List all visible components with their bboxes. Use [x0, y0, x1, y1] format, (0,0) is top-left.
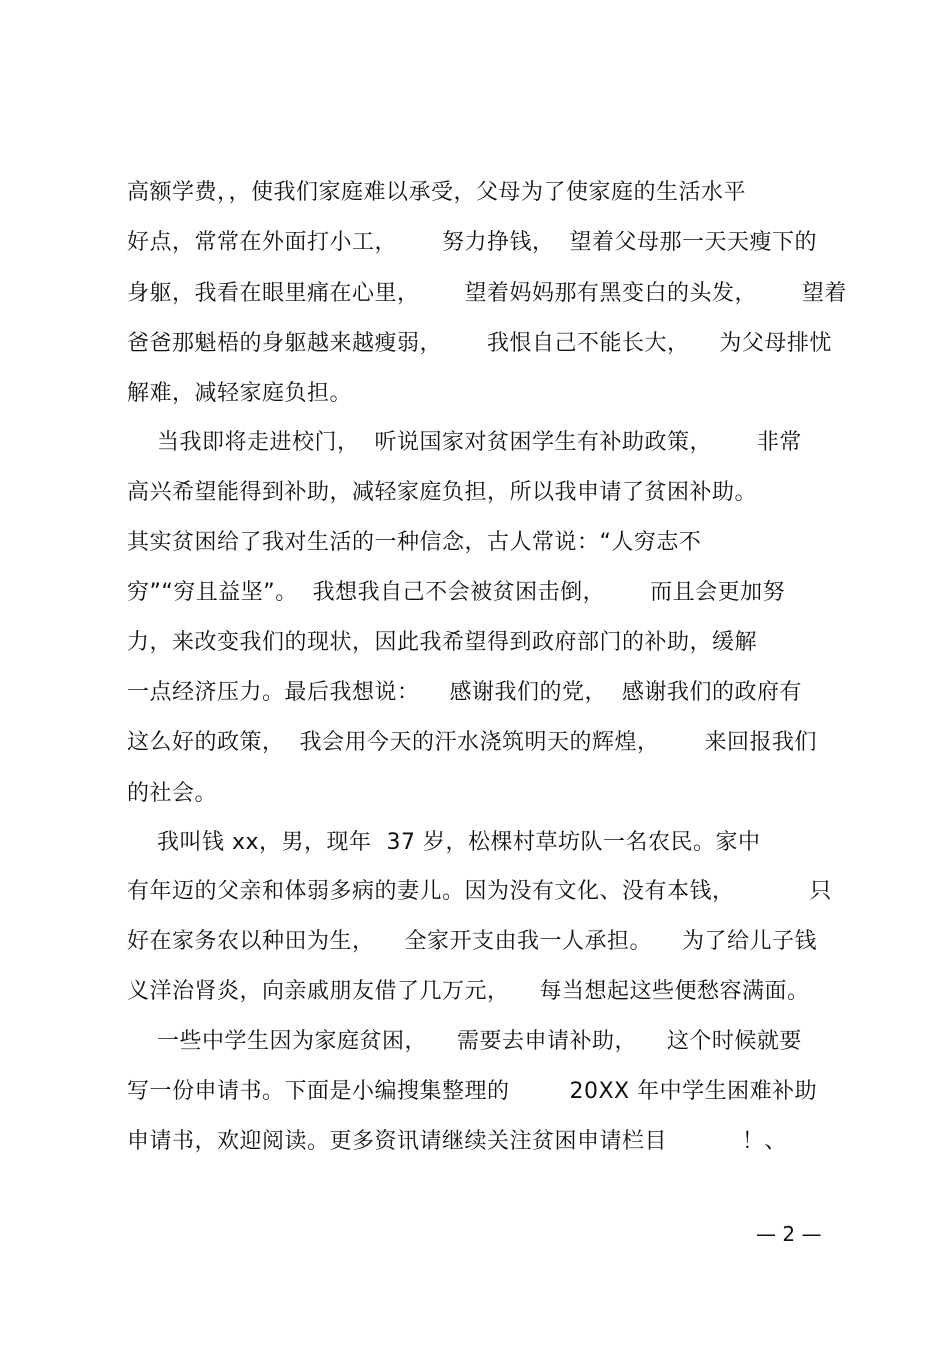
text-line: 申请书，欢迎阅读。更多资讯请继续关注贫困申请栏目 ！、	[127, 1129, 787, 1154]
text-line: 力，来改变我们的现状，因此我希望得到政府部门的补助，缓解	[127, 630, 758, 655]
text-line: 义洋治肾炎，向亲戚朋友借了几万元， 每当想起这些便愁容满面。	[127, 979, 810, 1004]
text-line: 高兴希望能得到补助，减轻家庭负担，所以我申请了贫困补助。	[127, 480, 758, 505]
text-line: 高额学费，，使我们家庭难以承受，父母为了使家庭的生活水平	[127, 180, 747, 205]
text-line: 好在家务农以种田为生， 全家开支由我一人承担。 为了给儿子钱	[127, 929, 817, 954]
text-line: 写一份申请书。下面是小编搜集整理的 20XX 年中学生困难补助	[127, 1079, 818, 1104]
page-number: — 2 —	[756, 1222, 822, 1246]
text-line: 其实贫困给了我对生活的一种信念，古人常说：“人穷志不	[127, 530, 702, 555]
text-line: 身躯，我看在眼里痛在心里， 望着妈妈那有黑变白的头发， 望着	[127, 281, 847, 306]
text-line: 穷”“穷且益坚”。 我想我自己不会被贫困击倒， 而且会更加努	[127, 580, 786, 605]
text-line: 解难，减轻家庭负担。	[127, 381, 353, 406]
text-line: 爸爸那魁梧的身躯越来越瘦弱， 我恨自己不能长大， 为父母排忧	[127, 331, 832, 356]
text-line: 一点经济压力。最后我想说： 感谢我们的党， 感谢我们的政府有	[127, 680, 802, 705]
text-line: 的社会。	[127, 781, 218, 806]
text-line: 这么好的政策， 我会用今天的汗水浇筑明天的辉煌， 来回报我们	[127, 730, 817, 755]
text-line: 当我即将走进校门， 听说国家对贫困学生有补助政策， 非常	[127, 430, 802, 455]
text-line: 我叫钱 xx，男，现年 37 岁，松棵村草坊队一名农民。家中	[127, 830, 761, 855]
text-line: 一些中学生因为家庭贫困， 需要去申请补助， 这个时候就要	[127, 1029, 802, 1054]
text-line: 好点，常常在外面打小工， 努力挣钱， 望着父母那一天天瘦下的	[127, 230, 817, 255]
text-line: 有年迈的父亲和体弱多病的妻儿。因为没有文化、没有本钱， 只	[127, 879, 832, 904]
